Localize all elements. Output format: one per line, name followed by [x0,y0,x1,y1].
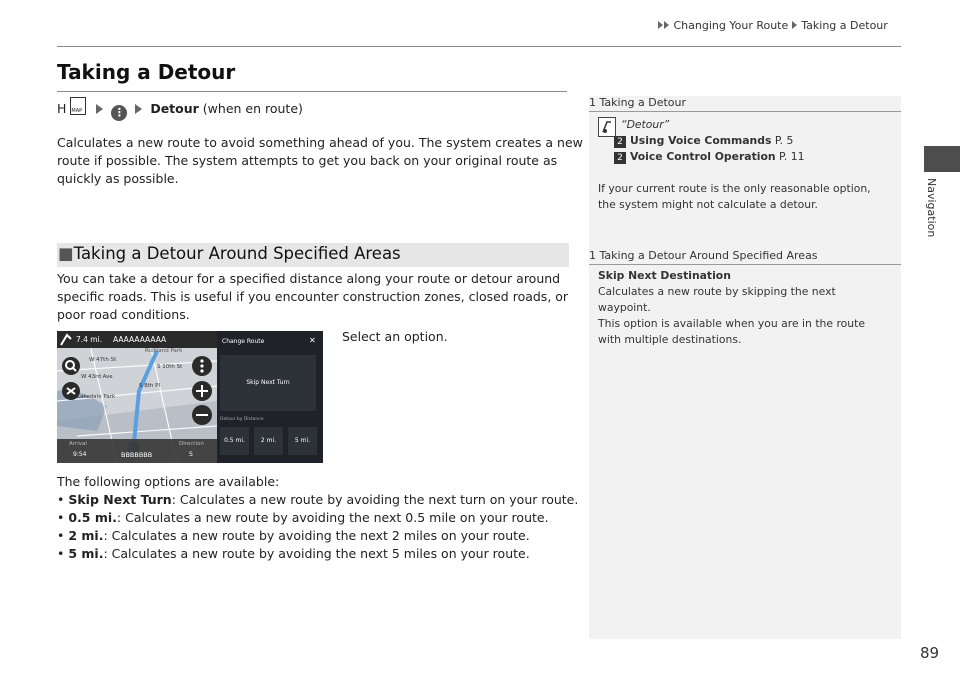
reference-arrow-icon: 2 [614,152,626,164]
note-link-voice-control[interactable]: 2 Voice Control Operation P. 11 [614,149,804,165]
options-menu-icon: ⋮ [111,105,127,121]
breadcrumb-item-changing-route: Changing Your Route [673,19,789,32]
breadcrumb-arrow-icon [792,21,797,29]
note-taking-detour-title: 1 Taking a Detour [589,96,687,109]
note-ref-marker: 1 [589,249,596,262]
voice-command-text: “Detour” [621,118,670,131]
list-item: • 0.5 mi.: Calculates a new route by avoiding the next 0.5 mile on your route. [57,510,549,525]
navigation-screen [57,331,323,463]
current-street: BBBBBBB [121,451,153,459]
detour-five-mile-button[interactable]: 5 mi. [294,437,311,444]
options-intro: The following options are available: [57,474,280,489]
arrival-label: Arrival [69,441,87,447]
detour-menu-item: Detour [150,101,199,116]
chapter-tab [924,146,960,172]
note-specified-areas-title: 1 Taking a Detour Around Specified Areas [589,249,818,262]
section-paragraph: You can take a detour for a specified distance along your route or detour around specific roads. This is useful if you encounter construction zones, closed roads, or poor road conditions. [57,271,569,322]
select-option-text: Select an option. [342,329,448,344]
step-arrow-icon [135,104,142,114]
intro-paragraph [57,134,583,188]
list-item: • 5 mi.: Calculates a new route by avoiding the next 5 miles on your route. [57,546,530,561]
notes-sidebar [589,96,901,639]
step-arrow-icon [96,104,103,114]
map-label: S 8th Pl [139,383,160,389]
map-button-icon: MAP [70,97,86,115]
note-heading: Skip Next Destination [598,269,731,282]
home-key-label: H [57,101,67,116]
map-label: W 43rd Ave [81,374,113,380]
note-body: Calculates a new route by skipping the next waypoint. This option is available when you are in the route with multiple destinations. [598,285,865,346]
note-rule [589,111,901,112]
intro-line: route if possible. The system attempts to get you back on your original route as [57,153,558,168]
map-label: S 10th St [157,364,183,370]
instruction-line [57,97,303,121]
instruction-suffix: (when en route) [202,101,303,116]
list-item: • Skip Next Turn: Calculates a new route by avoiding the next turn on your route. [57,492,579,507]
note-rule [589,264,901,265]
detour-two-mile-button[interactable]: 2 mi. [260,437,277,444]
intro-line: Calculates a new route to avoid something ahead of you. The system creates a new [57,135,583,150]
page-number: 89 [920,644,940,662]
breadcrumb-item-taking-detour: Taking a Detour [801,19,888,32]
breadcrumb-arrow-icon [664,21,669,29]
note-body: If your current route is the only reasonable option, the system might not calculate a detour. [598,182,871,211]
title-rule [57,91,567,92]
chapter-label: Navigation [925,178,938,238]
close-icon[interactable]: ✕ [309,336,316,345]
map-label: Lakedale Park [77,394,116,400]
skip-next-turn-button[interactable]: Skip Next Turn [246,379,290,386]
reference-arrow-icon: 2 [614,136,626,148]
header-rule [57,46,901,47]
list-item: • 2 mi.: Calculates a new route by avoiding the next 2 miles on your route. [57,528,530,543]
breadcrumb [658,19,888,32]
map-label: Richland Park [145,348,183,354]
distance-readout: 7.4 mi. [76,335,103,344]
page-title: Taking a Detour [57,60,236,84]
breadcrumb-arrow-icon [658,21,663,29]
change-route-title: Change Route [222,338,265,345]
arrival-time: 9:54 [73,451,87,458]
note-link-voice-commands[interactable]: 2 Using Voice Commands P. 5 [614,133,793,149]
detour-half-mile-button[interactable]: 0.5 mi. [224,437,245,444]
direction-label: Direction [179,441,204,447]
detour-by-distance-label: Detour by Distance [220,417,264,422]
direction-value: S [189,451,193,458]
note-ref-marker: 1 [589,96,596,109]
intro-line: quickly as possible. [57,171,179,186]
map-label: W 47th St [89,357,117,363]
section-heading: ■Taking a Detour Around Specified Areas [58,244,401,263]
next-street: AAAAAAAAAA [113,335,167,344]
options-list [57,491,578,563]
section-marker: ■ [58,244,74,263]
